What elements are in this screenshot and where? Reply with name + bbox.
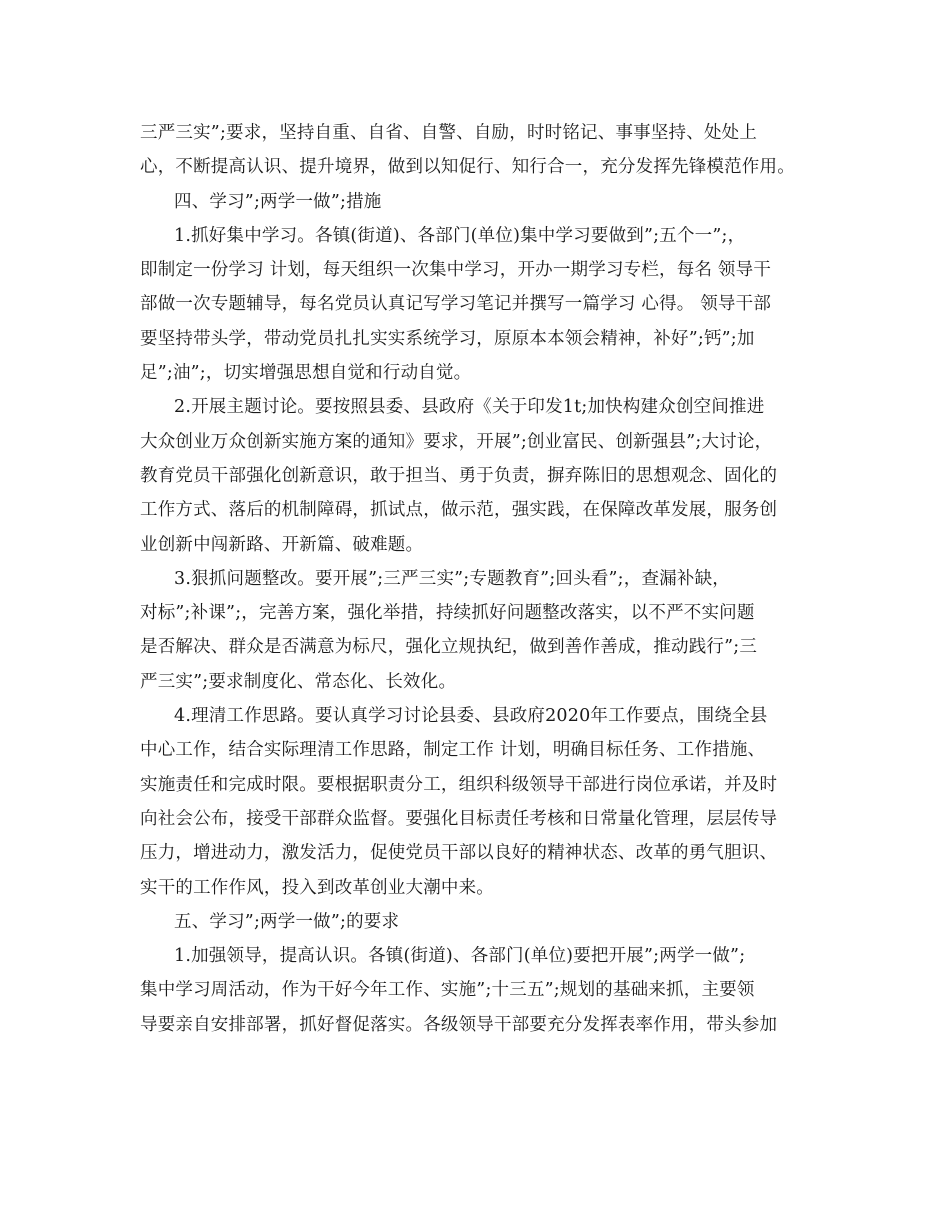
text-line: 4.理清工作思路。要认真学习讨论县委、县政府2020年工作要点，围绕全县 bbox=[174, 706, 768, 727]
document-page bbox=[140, 116, 830, 1042]
text-line: 心，不断提高认识、提升境界，做到以知促行、知行合一，充分发挥先锋模范作用。 bbox=[140, 157, 795, 178]
text-line: 工作方式、落后的机制障碍，抓试点，做示范，强实践，在保障改革发展，服务创 bbox=[140, 500, 778, 521]
text-line: 实干的工作作风，投入到改革创业大潮中来。 bbox=[140, 877, 494, 898]
text-line: 部做一次专题辅导，每名党员认真记写学习笔记并撰写一篇学习 心得。 领导干部 bbox=[140, 294, 772, 315]
text-line: 1.抓好集中学习。各镇(街道)、各部门(单位)集中学习要做到”;五个一”;， bbox=[174, 225, 746, 246]
text-line: 四、学习”;两学一做”;措施 bbox=[174, 191, 382, 212]
text-line: 五、学习”;两学一做”;的要求 bbox=[174, 911, 400, 932]
text-line: 业创新中闯新路、开新篇、破难题。 bbox=[140, 534, 424, 555]
text-line: 三严三实”;要求，坚持自重、自省、自警、自励，时时铭记、事事坚持、处处上 bbox=[140, 123, 758, 143]
text-line: 向社会公布，接受干部群众监督。要强化目标责任考核和日常量化管理，层层传导 bbox=[140, 808, 778, 829]
text-line: 中心工作，结合实际理清工作思路，制定工作 计划，明确目标任务、工作措施、 bbox=[140, 740, 766, 761]
text-line: 对标”;补课”;，完善方案，强化举措，持续抓好问题整改落实，以不严不实问题 bbox=[140, 603, 755, 624]
text-line: 严三实”;要求制度化、常态化、长效化。 bbox=[140, 671, 457, 692]
text-line: 大众创业万众创新实施方案的通知》要求，开展”;创业富民、创新强县”;大讨论， bbox=[140, 431, 773, 452]
text-line: 足”;油”;，切实增强思想自觉和行动自觉。 bbox=[140, 363, 472, 384]
text-line: 压力，增进动力，激发活力，促使党员干部以良好的精神状态、改革的勇气胆识、 bbox=[140, 843, 778, 864]
text-line: 即制定一份学习 计划，每天组织一次集中学习，开办一期学习专栏，每名 领导干 bbox=[140, 260, 772, 281]
text-line: 3.狠抓问题整改。要开展”;三严三实”;专题教育”;回头看”;，查漏补缺， bbox=[174, 568, 730, 589]
text-line: 2.开展主题讨论。要按照县委、县政府《关于印发1t;加快构建众创空间推进 bbox=[174, 397, 765, 418]
text-line: 教育党员干部强化创新意识，敢于担当、勇于负责，摒弃陈旧的思想观念、固化的 bbox=[140, 465, 778, 486]
text-line: 1.加强领导，提高认识。各镇(街道)、各部门(单位)要把开展”;两学一做”; bbox=[174, 946, 746, 967]
text-line: 集中学习周活动，作为干好今年工作、实施”;十三五”;规划的基础来抓，主要领 bbox=[140, 980, 755, 1001]
text-line: 实施责任和完成时限。要根据职责分工，组织科级领导干部进行岗位承诺，并及时 bbox=[140, 774, 778, 795]
text-line: 是否解决、群众是否满意为标尺，强化立规执纪，做到善作善成，推动践行”;三 bbox=[140, 637, 758, 658]
text-line: 要坚持带头学，带动党员扎扎实实系统学习，原原本本领会精神，补好”;钙”;加 bbox=[140, 328, 755, 349]
text-line: 导要亲自安排部署，抓好督促落实。各级领导干部要充分发挥表率作用，带头参加 bbox=[140, 1014, 778, 1035]
